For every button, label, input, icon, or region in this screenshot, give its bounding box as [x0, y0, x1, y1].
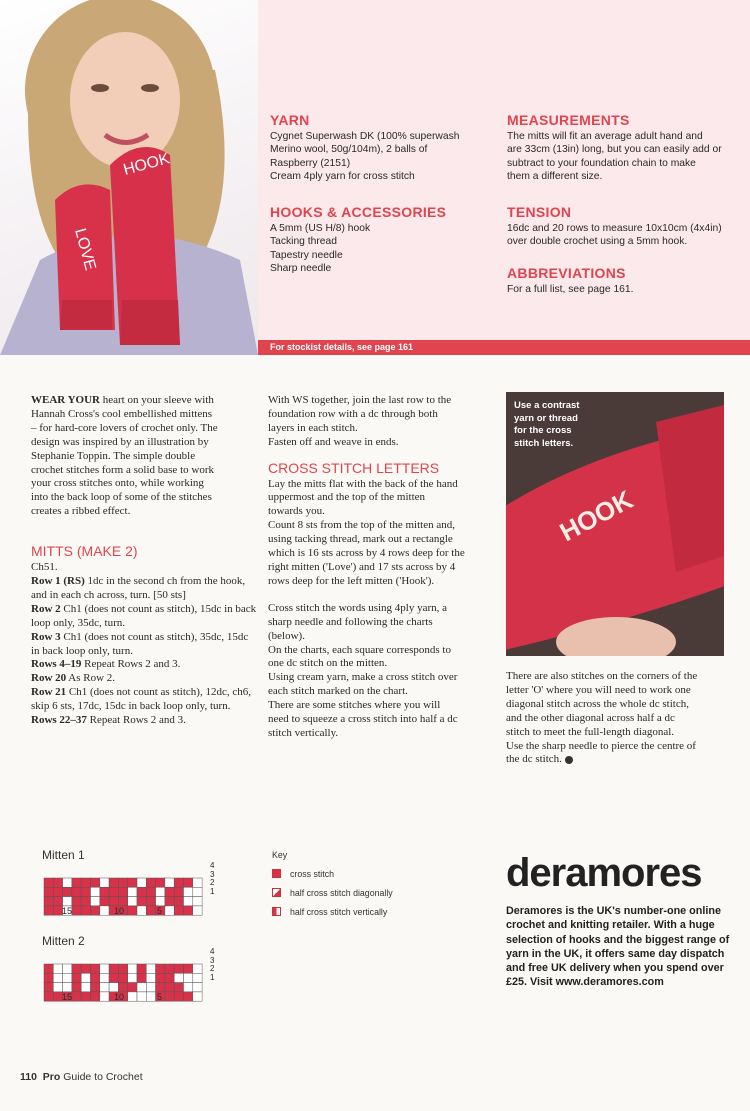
intro-line: Stephanie Toppin. The simple double	[31, 449, 196, 462]
intro-line: heart on your sleeve with	[99, 394, 214, 406]
hooks-line: A 5mm (US H/8) hook	[270, 223, 371, 235]
intro-line: your cross stitches onto, while working	[31, 477, 204, 490]
deramores-ad-text: Deramores is the UK's number-one online crochet and knitting retailer. With a huge selection of hooks and the biggest range of yarn in the UK, it offers same day dispatch and free UK delivery when you spend over £25. Visit www.deramores.com	[506, 905, 730, 989]
mitts-row	[31, 672, 257, 686]
row-label: Row 2	[31, 602, 61, 615]
cross-line: There are some stitches where you will	[268, 699, 441, 712]
col3-line: and the other diagonal across half a dc	[506, 711, 675, 724]
mitts-row	[31, 561, 257, 575]
chart-cell	[81, 906, 90, 915]
chart-cell	[91, 887, 100, 896]
chart-cell	[100, 973, 109, 982]
chart-cell	[165, 983, 174, 992]
row-number: 2	[210, 964, 215, 973]
cross-line: stitch vertically.	[268, 726, 339, 739]
col-number: 5	[157, 992, 163, 1002]
abbreviations-section	[507, 267, 742, 296]
chart-cell	[118, 878, 127, 887]
intro-line: into the back loop of some of the stitches	[31, 491, 212, 504]
chart-cell	[100, 878, 109, 887]
mitts-row	[31, 686, 257, 714]
chart-cell	[44, 887, 53, 896]
chart-cell	[146, 983, 155, 992]
row-label: Row 20	[31, 672, 67, 685]
col3-line: stitch to meet the full-length diagonal.	[506, 725, 675, 738]
row-number: 3	[210, 869, 215, 879]
intro-line: design was inspired by an illustration by	[31, 435, 209, 448]
chart-cell	[109, 897, 118, 906]
cross-line: (below).	[268, 629, 305, 642]
chart-cell	[156, 887, 165, 896]
page-footer	[20, 1071, 143, 1083]
chart-cell	[100, 964, 109, 973]
chart-cell	[81, 897, 90, 906]
cross-stitch-column	[268, 394, 498, 741]
chart-cell	[63, 897, 72, 906]
mitten-closeup-photo	[506, 392, 724, 656]
chart-cell	[91, 878, 100, 887]
chart-title: Mitten 2	[42, 934, 85, 948]
abbreviations-heading: ABBREVIATIONS	[507, 265, 626, 281]
col3-line-text: the dc stitch.	[506, 753, 562, 766]
chart-cell	[128, 897, 137, 906]
cross-line: uppermost and the top of the mitten	[268, 491, 426, 504]
chart-cell	[156, 983, 165, 992]
hooks-heading: HOOKS & ACCESSORIES	[270, 204, 447, 220]
mitts-heading: MITTS (MAKE 2)	[31, 543, 138, 560]
chart-cell	[137, 897, 146, 906]
chart-cell	[63, 964, 72, 973]
chart-cell	[44, 992, 53, 1001]
chart-cell	[137, 887, 146, 896]
chart-cell	[53, 878, 62, 887]
col-number: 10	[114, 906, 125, 916]
chart-cell	[53, 973, 62, 982]
chart-cell	[193, 878, 202, 887]
chart-cell	[81, 964, 90, 973]
chart-cell	[100, 887, 109, 896]
chart-cell	[128, 983, 137, 992]
col3-line	[506, 753, 738, 767]
row-text: Ch1 (does not count as stitch), 15dc in back loop only, 35dc, turn.	[31, 602, 257, 629]
col-number: 15	[62, 992, 73, 1002]
chart-cell	[174, 897, 183, 906]
row-numbers	[210, 862, 214, 896]
chart-cell	[118, 983, 127, 992]
tension-line: over double crochet using a 5mm hook.	[507, 236, 688, 248]
chart-cell	[53, 897, 62, 906]
row-text: Repeat Rows 2 and 3.	[86, 714, 186, 727]
chart-cell	[91, 983, 100, 992]
chart-cell	[137, 983, 146, 992]
hooks-section	[270, 206, 495, 275]
chart-cell	[128, 906, 137, 915]
caption-line: for the cross	[514, 425, 572, 436]
yarn-line: Cygnet Superwash DK (100% superwash	[270, 131, 460, 143]
chart-cell	[165, 887, 174, 896]
chart-cell	[91, 906, 100, 915]
chart-cell	[146, 887, 155, 896]
caption-line: yarn or thread	[514, 412, 578, 424]
chart-cell	[156, 973, 165, 982]
cross-line: towards you.	[268, 505, 325, 518]
chart-cell	[174, 983, 183, 992]
chart-mitten-1	[42, 848, 237, 927]
hooks-line: Tapestry needle	[270, 249, 343, 261]
intro-line: crochet stitches form a solid base to work	[31, 463, 214, 476]
chart-cell	[165, 973, 174, 982]
cross-line: which is 16 sts across by 4 rows deep for the	[268, 547, 465, 560]
measurements-line: subtract to your foundation chain to make	[507, 157, 696, 169]
measurements-line: The mitts will fit an average adult hand and	[507, 131, 703, 143]
chart-cell	[109, 964, 118, 973]
yarn-heading: YARN	[270, 112, 310, 128]
row-text: As Row 2.	[66, 672, 116, 685]
key-item	[272, 902, 393, 921]
row-text: Repeat Rows 2 and 3.	[81, 658, 181, 671]
chart-cell	[193, 983, 202, 992]
chart-cell	[44, 983, 53, 992]
stockist-bar: For stockist details, see page 161	[258, 340, 750, 355]
chart-cell	[91, 897, 100, 906]
chart-cell	[137, 906, 146, 915]
diagonal-half-icon	[272, 888, 281, 897]
join-line: Fasten off and weave in ends.	[268, 435, 399, 448]
diagonal-stitch-column	[506, 670, 738, 767]
yarn-line: Cream 4ply yarn for cross stitch	[270, 170, 415, 182]
chart-cell	[174, 906, 183, 915]
chart-cell	[184, 973, 193, 982]
cross-line: Using cream yarn, make a cross stitch over	[268, 671, 458, 684]
chart-key	[272, 850, 393, 921]
chart-cell	[72, 964, 81, 973]
chart-cell	[53, 887, 62, 896]
page-number: 110	[20, 1071, 37, 1083]
chart-cell	[146, 964, 155, 973]
yarn-line: Raspberry (2151)	[270, 157, 351, 169]
chart-cell	[128, 964, 137, 973]
cross-line: rows deep for the left mitten ('Hook').	[268, 574, 435, 587]
chart-cell	[165, 897, 174, 906]
intro-line: – for hard-core lovers of crochet only. The	[31, 421, 218, 434]
measurements-line: them a different size.	[507, 170, 603, 182]
chart-cell	[174, 878, 183, 887]
chart-cell	[72, 992, 81, 1001]
abbreviations-line: For a full list, see page 161.	[507, 284, 634, 296]
chart-cell	[128, 992, 137, 1001]
row-text: Ch1 (does not count as stitch), 12dc, ch6, skip 6 sts, 17dc, 15dc in back loop only, turn.	[31, 686, 251, 713]
chart-cell	[81, 983, 90, 992]
chart-cell	[165, 878, 174, 887]
row-label: Row 1 (RS)	[31, 574, 85, 587]
cross-line: need to squeeze a cross stitch into half a dc	[268, 713, 458, 726]
chart-cell	[146, 878, 155, 887]
chart-cell	[44, 973, 53, 982]
chart-cell	[184, 992, 193, 1001]
key-label: half cross stitch vertically	[290, 906, 388, 917]
chart-cell	[72, 878, 81, 887]
chart-cell	[100, 983, 109, 992]
tension-line: 16dc and 20 rows to measure 10x10cm (4x4in)	[507, 223, 722, 235]
chart-cell	[63, 983, 72, 992]
chart-cell	[193, 973, 202, 982]
chart-cell	[53, 983, 62, 992]
cross-line: Cross stitch the words using 4ply yarn, a	[268, 601, 448, 614]
intro-lead: WEAR YOUR	[31, 394, 100, 406]
tension-section	[507, 206, 742, 249]
measurements-heading: MEASUREMENTS	[507, 112, 630, 128]
chart-cell	[193, 887, 202, 896]
yarn-section	[270, 114, 495, 183]
row-number: 3	[210, 955, 215, 965]
chart-cell	[137, 992, 146, 1001]
key-label: cross stitch	[290, 868, 334, 879]
full-square-icon	[272, 869, 281, 878]
row-label: Row 3	[31, 630, 61, 643]
hooks-line: Tacking thread	[270, 236, 337, 248]
chart-cell	[184, 906, 193, 915]
intro-line: Hannah Cross's cool embellished mittens	[31, 407, 213, 420]
chart-cell	[184, 983, 193, 992]
mitts-instructions	[31, 561, 257, 728]
model-photo	[0, 0, 258, 355]
chart-cell	[165, 964, 174, 973]
mitts-row	[31, 658, 257, 672]
chart-cell	[165, 906, 174, 915]
chart-cell	[184, 897, 193, 906]
svg-text:HOOK: HOOK	[121, 150, 172, 179]
chart-cell	[44, 878, 53, 887]
chart-cell	[72, 973, 81, 982]
chart-cell	[91, 992, 100, 1001]
chart-cell	[118, 964, 127, 973]
chart-cell	[184, 878, 193, 887]
key-label: half cross stitch diagonally	[290, 887, 393, 898]
mitts-row	[31, 575, 257, 603]
chart-cell	[72, 887, 81, 896]
chart-cell	[174, 992, 183, 1001]
measurements-line: are 33cm (13in) long, but you can easily add or	[507, 144, 722, 156]
mitts-row	[31, 631, 257, 659]
chart-cell	[193, 992, 202, 1001]
tension-heading: TENSION	[507, 204, 572, 220]
row-number: 2	[210, 878, 215, 887]
cross-line: Count 8 sts from the top of the mitten and,	[268, 519, 455, 532]
chart-cell	[109, 983, 118, 992]
intro-column	[31, 394, 257, 728]
cross-line: using tacking thread, mark out a rectangle	[268, 533, 453, 546]
chart-cell	[109, 887, 118, 896]
chart-cell	[63, 973, 72, 982]
chart-cell	[128, 878, 137, 887]
photo-caption	[514, 400, 579, 450]
chart-cell	[174, 973, 183, 982]
row-number: 1	[210, 886, 215, 896]
row-text: Ch1 (does not count as stitch), 35dc, 15dc in back loop only, turn.	[31, 630, 249, 657]
chart-cell	[118, 897, 127, 906]
mitts-row	[31, 714, 257, 728]
chart-cell	[81, 973, 90, 982]
svg-text:HOOK: HOOK	[554, 484, 638, 548]
key-item	[272, 883, 393, 902]
col3-line: Use the sharp needle to pierce the centre of	[506, 739, 696, 752]
row-label: Rows 4–19	[31, 658, 82, 671]
cross-line: On the charts, each square corresponds to	[268, 643, 451, 656]
intro-first-line	[31, 394, 257, 408]
chart-cell	[100, 992, 109, 1001]
chart-cell	[109, 878, 118, 887]
cross-line: each stitch marked on the chart.	[268, 685, 408, 698]
chart-cell	[100, 897, 109, 906]
chart-cell	[174, 964, 183, 973]
cross-line: right mitten ('Love') and 17 sts across by 4	[268, 560, 456, 573]
col-number: 15	[62, 906, 73, 916]
col-number: 5	[157, 906, 163, 916]
chart-cell	[91, 973, 100, 982]
chart-cell	[72, 906, 81, 915]
chart-cell	[81, 878, 90, 887]
chart-title: Mitten 1	[42, 848, 85, 862]
chart-cell	[72, 983, 81, 992]
chart-cell	[81, 887, 90, 896]
chart-cell	[128, 887, 137, 896]
chart-mitten-2	[42, 934, 237, 1013]
chart-cell	[100, 906, 109, 915]
cross-line: Lay the mitts flat with the back of the hand	[268, 477, 458, 490]
mitts-row	[31, 603, 257, 631]
intro-line: creates a ribbed effect.	[31, 505, 131, 518]
svg-text:LOVE: LOVE	[71, 226, 99, 273]
chart-cell	[146, 906, 155, 915]
col3-line: diagonal stitch across the whole dc stitch,	[506, 697, 689, 710]
footer-brand: Pro	[42, 1071, 61, 1083]
row-number: 4	[210, 861, 215, 870]
join-line: foundation row with a dc through both	[268, 407, 438, 420]
chart-cell	[146, 973, 155, 982]
row-number: 4	[210, 947, 215, 956]
chart-cell	[81, 992, 90, 1001]
caption-line: stitch letters.	[514, 437, 574, 449]
chart-cell	[137, 964, 146, 973]
chart-cell	[44, 897, 53, 906]
chart-cell	[174, 887, 183, 896]
chart-cell	[165, 992, 174, 1001]
join-line: With WS together, join the last row to the	[268, 394, 452, 406]
end-mark-icon	[565, 756, 573, 764]
chart-cell	[91, 964, 100, 973]
vertical-half-icon	[272, 907, 281, 916]
footer-title: Guide to Crochet	[60, 1071, 143, 1083]
chart-cell	[137, 878, 146, 887]
col3-line: There are also stitches on the corners of the	[506, 670, 698, 682]
chart-cell	[156, 878, 165, 887]
caption-line: Use a contrast	[514, 400, 580, 411]
key-item	[272, 864, 393, 883]
chart-cell	[137, 973, 146, 982]
chart-cell	[63, 887, 72, 896]
chart-cell	[44, 964, 53, 973]
row-number: 1	[210, 972, 215, 982]
yarn-line: Merino wool, 50g/104m), 2 balls of	[270, 144, 428, 156]
join-line: layers in each stitch.	[268, 421, 358, 434]
row-numbers	[210, 948, 214, 982]
row-text: 1dc in the second ch from the hook, and in each ch across, turn. [50 sts]	[31, 574, 246, 601]
key-title: Key	[272, 850, 288, 860]
chart-cell	[193, 897, 202, 906]
chart-cell	[156, 964, 165, 973]
chart-cell	[146, 992, 155, 1001]
cross-line: sharp needle and following the charts	[268, 615, 433, 628]
chart-cell	[128, 973, 137, 982]
chart-cell	[53, 964, 62, 973]
col3-line: letter 'O' where you will need to work one	[506, 683, 691, 696]
row-text: Ch51.	[31, 561, 58, 574]
chart-cell	[63, 878, 72, 887]
chart-cell	[118, 887, 127, 896]
chart-cell	[118, 973, 127, 982]
chart-cell	[109, 973, 118, 982]
chart-cell	[184, 964, 193, 973]
chart-cell	[44, 906, 53, 915]
chart-cell	[146, 897, 155, 906]
measurements-section	[507, 114, 742, 183]
row-label: Rows 22–37	[31, 714, 87, 727]
cross-stitch-heading: CROSS STITCH LETTERS	[268, 459, 440, 476]
row-label: Row 21	[31, 686, 67, 699]
chart-cell	[156, 897, 165, 906]
hooks-line: Sharp needle	[270, 262, 332, 274]
cross-line: one dc stitch on the mitten.	[268, 657, 388, 670]
chart-cell	[184, 887, 193, 896]
deramores-logo: deramores	[506, 851, 702, 895]
col-number: 10	[114, 992, 125, 1002]
chart-cell	[193, 964, 202, 973]
chart-cell	[72, 897, 81, 906]
chart-cell	[193, 906, 202, 915]
